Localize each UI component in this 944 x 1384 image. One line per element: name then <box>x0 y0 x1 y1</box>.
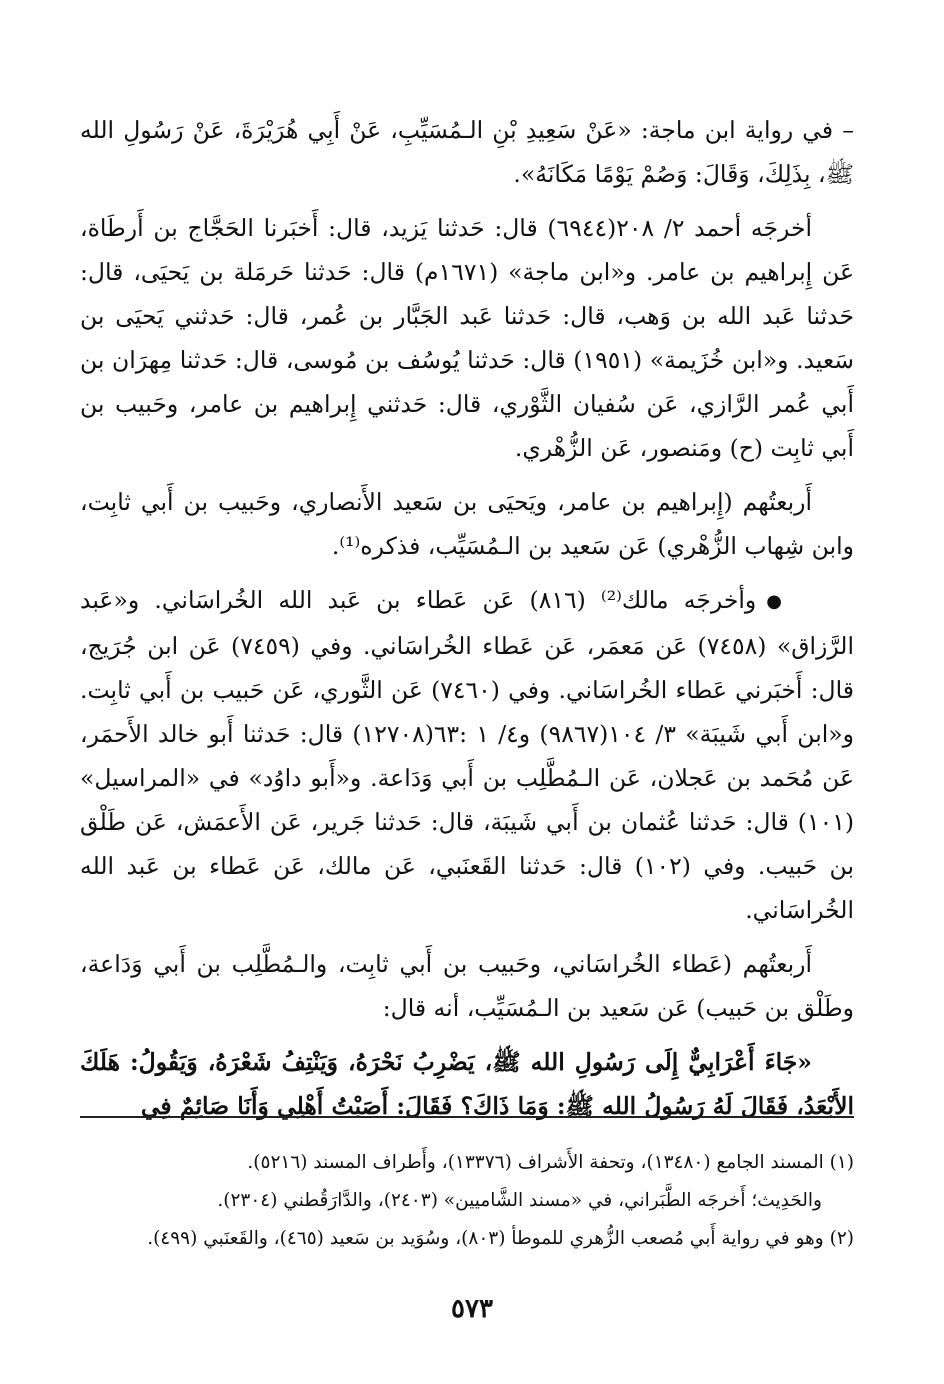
paragraph-four-narrators-second: أَربعتُهم (عَطاء الخُراسَاني، وحَبيب بن أَبي ثابِت، والـمُطَّلِب بن أَبي وَدَاعة، وطَلْق بن حَبيب) عَن سَعيد بن الـمُسَيِّب، أنه قال: <box>80 949 854 1022</box>
paragraph-ibn-majah-narration: – في رواية ابن ماجة: «عَنْ سَعِيدِ بْنِ الـمُسَيِّبِ، عَنْ أَبِي هُرَيْرَةَ، عَنْ رَسُولِ الله ﷺ، بِذَلِكَ، وَقَالَ: وَصُمْ يَوْمًا مَكَانَهُ». <box>80 116 854 188</box>
footnotes <box>80 1144 854 1258</box>
paragraph-malik-takhrij <box>80 578 854 932</box>
paragraph-malik-text: وأخرجَه مالك⁽²⁾ (٨١٦) عَن عَطاء بن عَبد الله الخُراسَاني. و«عَبد الرَّزاق» (٧٤٥٨) عَن مَعمَر، عَن عَطاء الخُراسَاني. وفي (٧٤٥٩) عَن ابن جُرَيج، قال: أَخبَرني عَطاء الخُراسَاني. وفي (٧٤٦٠) عَن الثَّوري، عَن حَبيب بن أَبي ثابِت. و«ابن أَبي شَيبَة» ٣/ ١٠٤(٩٨٦٧) و٤/ ١ :٦٣(١٢٧٠٨) قال: حَدثنا أَبو خالد الأَحمَر، عَن مُحَمد بن عَجلان، عَن الـمُطَّلِب بن أَبي وَدَاعة. و«أَبو داوُد» في «المراسيل» (١٠١) قال: حَدثنا عُثمان بن أَبي شَيبَة، قال: حَدثنا جَرير، عَن الأَعمَش، عَن طَلْق بن حَبيب. وفي (١٠٢) قال: حَدثنا القَعنَبي، عَن مالك، عَن عَطاء بن عَبد الله الخُراسَاني. <box>80 586 854 924</box>
paragraph-hadith-text: «جَاءَ أَعْرَابِيٌّ إِلَى رَسُولِ الله ﷺ، يَضْرِبُ نَحْرَهُ، وَيَنْتِفُ شَعْرَهُ، وَيَقُولُ: هَلَكَ الأَبْعَدُ، فَقَالَ لَهُ رَسُولُ الله ﷺ: وَمَا ذَاكَ؟ فَقَالَ: أَصَبْتُ أَهْلِي وَأَنَا صَائِمٌ فِي <box>80 1047 854 1120</box>
paragraph-ahmad-takhrij: أخرجَه أحمد ٢/ ٢٠٨(٦٩٤٤) قال: حَدثنا يَزيد، قال: أَخبَرنا الحَجَّاج بن أَرطَاة، عَن إِبراهيم بن عامر. و«ابن ماجة» (١٦٧١م) قال: حَدثنا حَرمَلة بن يَحيَى، قال: حَدثنا عَبد الله بن وَهب، قال: حَدثنا عَبد الجَبَّار بن عُمر، قال: حَدثني يَحيَى بن سَعيد. و«ابن خُزَيمة» (١٩٥١) قال: حَدثنا يُوسُف بن مُوسى، قال: حَدثنا مِهرَان بن أَبي عُمر الرَّازي، عَن سُفيان الثَّوْري، قال: حَدثني إِبراهيم بن عامر، وحَبيب بن أَبي ثابِت (ح) ومَنصور، عَن الزُّهْري. <box>80 214 854 462</box>
footnote-1: (١) المسند الجامع (١٣٤٨٠)، وتحفة الأَشراف (١٣٣٧٦)، وأَطراف المسند (٥٢١٦). <box>247 1152 854 1173</box>
main-text <box>80 108 854 1138</box>
footnote-2: (٢) وهو في رواية أَبي مُصعب الزُّهري للموطأ (٨٠٣)، وسُوَيد بن سَعيد (٤٦٥)، والقَعنَبي (٤٩٩). <box>147 1228 854 1249</box>
page-number: ٥٧٣ <box>451 1294 493 1324</box>
footnote-divider <box>80 1116 854 1118</box>
paragraph-four-narrators: أَربعتُهم (إِبراهيم بن عامر، ويَحيَى بن سَعيد الأَنصاري، وحَبيب بن أَبي ثابِت، وابن شِهاب الزُّهْري) عَن سَعيد بن الـمُسَيِّب، فذكره⁽¹⁾. <box>80 488 854 560</box>
footnote-1-continuation: والحَدِيث؛ أَخرجَه الطَّبَراني، في «مسند الشَّاميين» (٢٤٠٣)، والدَّارَقُطني (٢٣٠٤). <box>217 1190 822 1211</box>
bullet-icon: ● <box>766 590 782 612</box>
